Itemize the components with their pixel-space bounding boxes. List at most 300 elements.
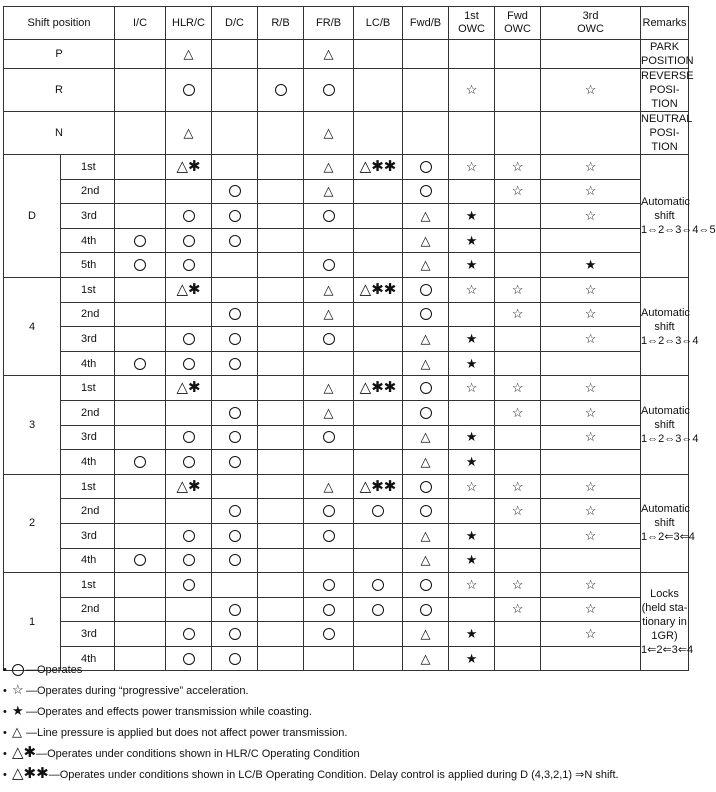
gear-label: 4th [61,450,115,475]
operation-cell [403,499,449,524]
header-1st-owc-line1: 1st [464,10,479,22]
operation-cell [449,155,495,180]
operation-cell [304,40,354,69]
operation-cell [541,425,641,450]
operates-circle-icon [372,604,384,616]
operation-cell [354,400,403,425]
operation-cell [541,204,641,229]
legend-text: —Operates and effects power transmission while coasting. [26,706,312,718]
operation-cell [212,474,258,499]
operation-cell [449,112,495,155]
lcb-condition-icon: △✱✱ [359,157,397,175]
operation-cell [541,376,641,401]
operates-circle-icon [229,308,241,320]
operation-cell [354,302,403,327]
line-pressure-triangle-icon: △ [183,46,194,61]
table-row [4,474,689,499]
bullet: • [3,706,7,718]
progressive-star-outline-icon: ☆ [511,306,524,322]
progressive-star-outline-icon: ☆ [584,281,597,297]
progressive-star-outline-icon: ☆ [584,183,597,199]
operation-cell [495,277,541,302]
operation-cell [166,499,212,524]
operation-cell [449,523,495,548]
table-row [4,523,689,548]
legend-icon [12,702,26,723]
operation-cell [166,155,212,180]
gear-label: 2nd [61,400,115,425]
line-pressure-triangle-icon: △ [420,355,431,371]
table-row [4,351,689,376]
operation-cell [541,253,641,278]
operation-cell [115,204,166,229]
operation-cell [258,499,304,524]
operation-cell [403,179,449,204]
operation-cell [449,69,495,112]
operation-cell [449,425,495,450]
operation-cell [354,622,403,647]
operation-cell [304,302,354,327]
operation-cell [258,253,304,278]
operation-cell [166,400,212,425]
operation-cell [541,228,641,253]
progressive-star-outline-icon: ☆ [584,626,597,642]
operates-circle-icon [183,579,195,591]
operation-cell [403,277,449,302]
operates-circle-icon [420,185,432,197]
operation-cell [212,597,258,622]
operation-cell [115,548,166,573]
operates-circle-icon [323,505,335,517]
progressive-star-outline-icon: ☆ [511,158,524,174]
operation-cell [541,327,641,352]
operation-cell [115,179,166,204]
operation-cell [166,425,212,450]
remark-cell: Automatic shift 1⇔2⇔3⇔4 [641,277,689,375]
operation-cell [403,523,449,548]
operates-circle-icon [420,604,432,616]
operation-cell [115,622,166,647]
operation-cell [212,376,258,401]
operation-cell [115,597,166,622]
legend-notes [3,660,688,786]
operation-cell [212,277,258,302]
gear-label: 1st [61,474,115,499]
operates-circle-icon [134,554,146,566]
remark-cell: Locks (held sta-tionary in 1GR) 1⇐2⇐3⇐4 [641,573,689,671]
progressive-star-outline-icon: ☆ [584,158,597,174]
table-row [4,499,689,524]
operation-cell [495,400,541,425]
progressive-star-outline-icon: ☆ [584,330,597,346]
operation-cell [403,40,449,69]
gear-label: 2nd [61,597,115,622]
operation-cell [115,573,166,598]
table-row [4,277,689,302]
line-pressure-triangle-icon: △ [323,281,334,297]
operation-cell [304,351,354,376]
header-dc: D/C [212,7,258,40]
line-pressure-triangle-icon: △ [420,429,431,445]
operation-cell [449,204,495,229]
operation-cell [258,277,304,302]
operation-cell [541,302,641,327]
operation-cell [541,548,641,573]
operation-cell [354,425,403,450]
operation-cell [495,327,541,352]
operation-cell [115,253,166,278]
operation-cell [304,69,354,112]
operation-cell [212,204,258,229]
operation-cell [115,474,166,499]
operation-cell [166,351,212,376]
bullet: • [3,664,7,676]
lcb-condition-icon: △✱✱ [359,477,397,495]
operation-cell [354,40,403,69]
operation-cell [166,622,212,647]
operation-cell [166,327,212,352]
legend-icon [12,681,26,702]
header-ic: I/C [115,7,166,40]
operation-cell [212,112,258,155]
operates-circle-icon [420,407,432,419]
operation-cell [212,327,258,352]
operation-cell [449,40,495,69]
operation-cell [304,548,354,573]
operates-circle-icon [229,185,241,197]
operation-cell [354,450,403,475]
operates-circle-icon [183,554,195,566]
operation-cell [403,112,449,155]
operation-cell [403,228,449,253]
legend-text: —Operates [26,664,83,676]
gear-label: 3rd [61,327,115,352]
coasting-star-filled-icon: ★ [465,626,478,642]
operates-circle-icon [229,333,241,345]
operation-cell [495,622,541,647]
operation-cell [258,155,304,180]
operation-cell [258,302,304,327]
legend-text: —Operates during “progressive” acceleration. [26,685,249,697]
table-row [4,327,689,352]
header-remarks: Remarks [641,7,689,40]
operation-cell [258,573,304,598]
operation-cell [495,302,541,327]
operates-circle-icon [12,664,24,676]
operation-cell [541,112,641,155]
operation-cell [449,376,495,401]
operates-circle-icon [183,358,195,370]
operation-cell [403,351,449,376]
operates-circle-icon [229,505,241,517]
operation-cell [449,351,495,376]
operation-cell [166,597,212,622]
operation-cell [495,523,541,548]
legend-note [3,744,688,765]
progressive-star-outline-icon: ☆ [584,503,597,519]
operation-cell [212,622,258,647]
legend-icon [12,765,49,786]
progressive-star-outline-icon: ☆ [511,503,524,519]
operation-cell [212,228,258,253]
remark-cell: Automatic shift 1⇔2⇔3⇔4⇔5 [641,155,689,278]
operates-circle-icon [134,456,146,468]
operation-cell [449,228,495,253]
line-pressure-triangle-icon: △ [323,380,334,396]
operation-cell [258,376,304,401]
coasting-star-filled-icon: ★ [584,257,597,273]
line-pressure-triangle-icon: △ [420,257,431,273]
operation-cell [541,474,641,499]
operation-cell [258,425,304,450]
operation-cell [115,376,166,401]
progressive-star-outline-icon: ☆ [584,576,597,592]
operates-circle-icon [134,259,146,271]
remark-cell: NEUTRAL POSI-TION [641,113,693,153]
operation-cell [495,351,541,376]
operation-cell [354,499,403,524]
table-row [4,228,689,253]
operation-cell [541,277,641,302]
hlrc-condition-icon: △✱ [176,477,201,495]
legend-icon [12,723,26,744]
header-fwd-owc-line2: OWC [504,23,531,35]
header-fwdb: Fwd/B [403,7,449,40]
operation-cell [258,228,304,253]
operates-circle-icon [420,308,432,320]
coasting-star-filled-icon: ★ [465,527,478,543]
operates-circle-icon [323,210,335,222]
operates-circle-icon [420,481,432,493]
line-pressure-triangle-icon: △ [323,158,334,174]
operation-cell [115,425,166,450]
table-row [4,253,689,278]
operation-cell [258,548,304,573]
coasting-star-filled-icon: ★ [465,429,478,445]
operation-cell [115,228,166,253]
progressive-star-outline-icon: ☆ [511,576,524,592]
operates-circle-icon [323,530,335,542]
line-pressure-triangle-icon: △ [183,125,194,140]
gear-label: 4th [61,646,115,671]
progressive-star-outline-icon: ☆ [465,380,478,396]
hlrc-condition-icon: △✱ [176,157,201,175]
line-pressure-triangle-icon: △ [323,46,334,61]
operation-cell [166,573,212,598]
operation-cell [115,277,166,302]
table-row [4,40,689,69]
remark-cell: REVERSE POSI-TION [641,70,694,110]
operation-cell [354,277,403,302]
operation-cell [212,523,258,548]
operation-cell [495,204,541,229]
operation-cell [541,400,641,425]
operates-circle-icon [183,210,195,222]
progressive-star-outline-icon: ☆ [584,478,597,494]
operates-circle-icon [183,431,195,443]
operation-cell [403,69,449,112]
gear-label: 1st [61,376,115,401]
operates-circle-icon [183,333,195,345]
operates-circle-icon [323,579,335,591]
operation-cell [212,69,258,112]
progressive-star-outline-icon: ☆ [584,207,597,223]
operation-cell [304,573,354,598]
operates-circle-icon [420,284,432,296]
operation-cell [541,573,641,598]
bullet: • [3,685,7,697]
operation-cell [403,155,449,180]
table-row [4,425,689,450]
operation-cell [495,425,541,450]
operates-circle-icon [420,382,432,394]
remark-cell: PARK POSITION [641,41,694,67]
table-row [4,204,689,229]
operation-cell [495,155,541,180]
operation-cell [115,523,166,548]
operates-circle-icon [229,407,241,419]
header-fwd-owc [495,7,541,40]
line-pressure-triangle-icon: △ [420,207,431,223]
gear-label: 1st [61,277,115,302]
header-row [4,7,689,40]
operation-cell [212,179,258,204]
progressive-star-outline-icon: ☆ [511,380,524,396]
legend-note [3,702,688,723]
table-row [4,400,689,425]
operation-cell [354,327,403,352]
operates-circle-icon [183,628,195,640]
operation-cell [403,450,449,475]
operation-cell [166,450,212,475]
operation-cell [495,40,541,69]
line-pressure-triangle-icon: △ [420,330,431,346]
progressive-star-outline-icon: ☆ [12,682,24,697]
operation-cell [449,179,495,204]
operation-cell [354,155,403,180]
legend-icon [12,660,26,681]
operation-cell [304,253,354,278]
coasting-star-filled-icon: ★ [465,453,478,469]
table-body [4,40,716,671]
operation-cell [212,573,258,598]
operation-cell [495,179,541,204]
operation-cell [304,474,354,499]
operates-circle-icon [372,505,384,517]
operation-cell [304,499,354,524]
gear-label: 4th [61,351,115,376]
operates-circle-icon [183,530,195,542]
bullet: • [3,748,7,760]
shift-operation-table [3,6,716,671]
operation-cell [449,548,495,573]
operation-cell [212,450,258,475]
operation-cell [449,573,495,598]
operation-cell [449,474,495,499]
operation-cell [495,450,541,475]
progressive-star-outline-icon: ☆ [465,576,478,592]
table-row [4,179,689,204]
operation-cell [354,253,403,278]
progressive-star-outline-icon: ☆ [511,601,524,617]
operation-cell [166,112,212,155]
line-pressure-triangle-icon: △ [323,183,334,199]
operation-cell [354,474,403,499]
header-frb: FR/B [304,7,354,40]
progressive-star-outline-icon: ☆ [465,281,478,297]
operation-cell [304,622,354,647]
header-rb: R/B [258,7,304,40]
header-fwd-owc-line1: Fwd [507,10,528,22]
operation-cell [403,204,449,229]
operation-cell [495,573,541,598]
operation-cell [304,327,354,352]
operation-cell [166,40,212,69]
operation-cell [354,597,403,622]
operation-cell [212,425,258,450]
operation-cell [403,302,449,327]
coasting-star-filled-icon: ★ [465,232,478,248]
legend-note [3,660,688,681]
operation-cell [354,351,403,376]
operation-cell [304,179,354,204]
operation-cell [495,253,541,278]
operation-cell [258,351,304,376]
operation-cell [495,474,541,499]
operates-circle-icon [275,84,287,96]
line-pressure-triangle-icon: △ [420,232,431,248]
header-shift-position: Shift position [4,7,115,40]
gear-label: 4th [61,228,115,253]
legend-note [3,723,688,744]
operation-cell [304,400,354,425]
progressive-star-outline-icon: ☆ [584,429,597,445]
operates-circle-icon [323,628,335,640]
operation-cell [115,302,166,327]
operation-cell [541,622,641,647]
operation-cell [403,400,449,425]
legend-text: —Operates under conditions shown in LC/B Operating Condition. Delay control is applied during D (4,3,2,1) ⇒N shift. [48,769,619,781]
operation-cell [449,499,495,524]
operation-cell [166,179,212,204]
operation-cell [258,327,304,352]
operation-cell [166,523,212,548]
operation-cell [258,474,304,499]
lcb-condition-icon: △✱✱ [359,379,397,397]
operation-cell [304,597,354,622]
operates-circle-icon [229,235,241,247]
gear-label: 5th [61,253,115,278]
shift-position-label: N [4,112,115,155]
operation-cell [354,523,403,548]
operation-cell [541,351,641,376]
operates-circle-icon [420,161,432,173]
operation-cell [495,376,541,401]
header-lcb: LC/B [354,7,403,40]
operation-cell [449,253,495,278]
operation-cell [166,69,212,112]
progressive-star-outline-icon: ☆ [584,527,597,543]
operation-cell [541,450,641,475]
progressive-star-outline-icon: ☆ [465,158,478,174]
operation-cell [541,179,641,204]
gear-label: 4th [61,548,115,573]
shift-position-label: 4 [4,277,61,375]
operation-cell [449,450,495,475]
line-pressure-triangle-icon: △ [323,306,334,322]
header-1st-owc-line2: OWC [458,23,485,35]
operation-cell [166,548,212,573]
